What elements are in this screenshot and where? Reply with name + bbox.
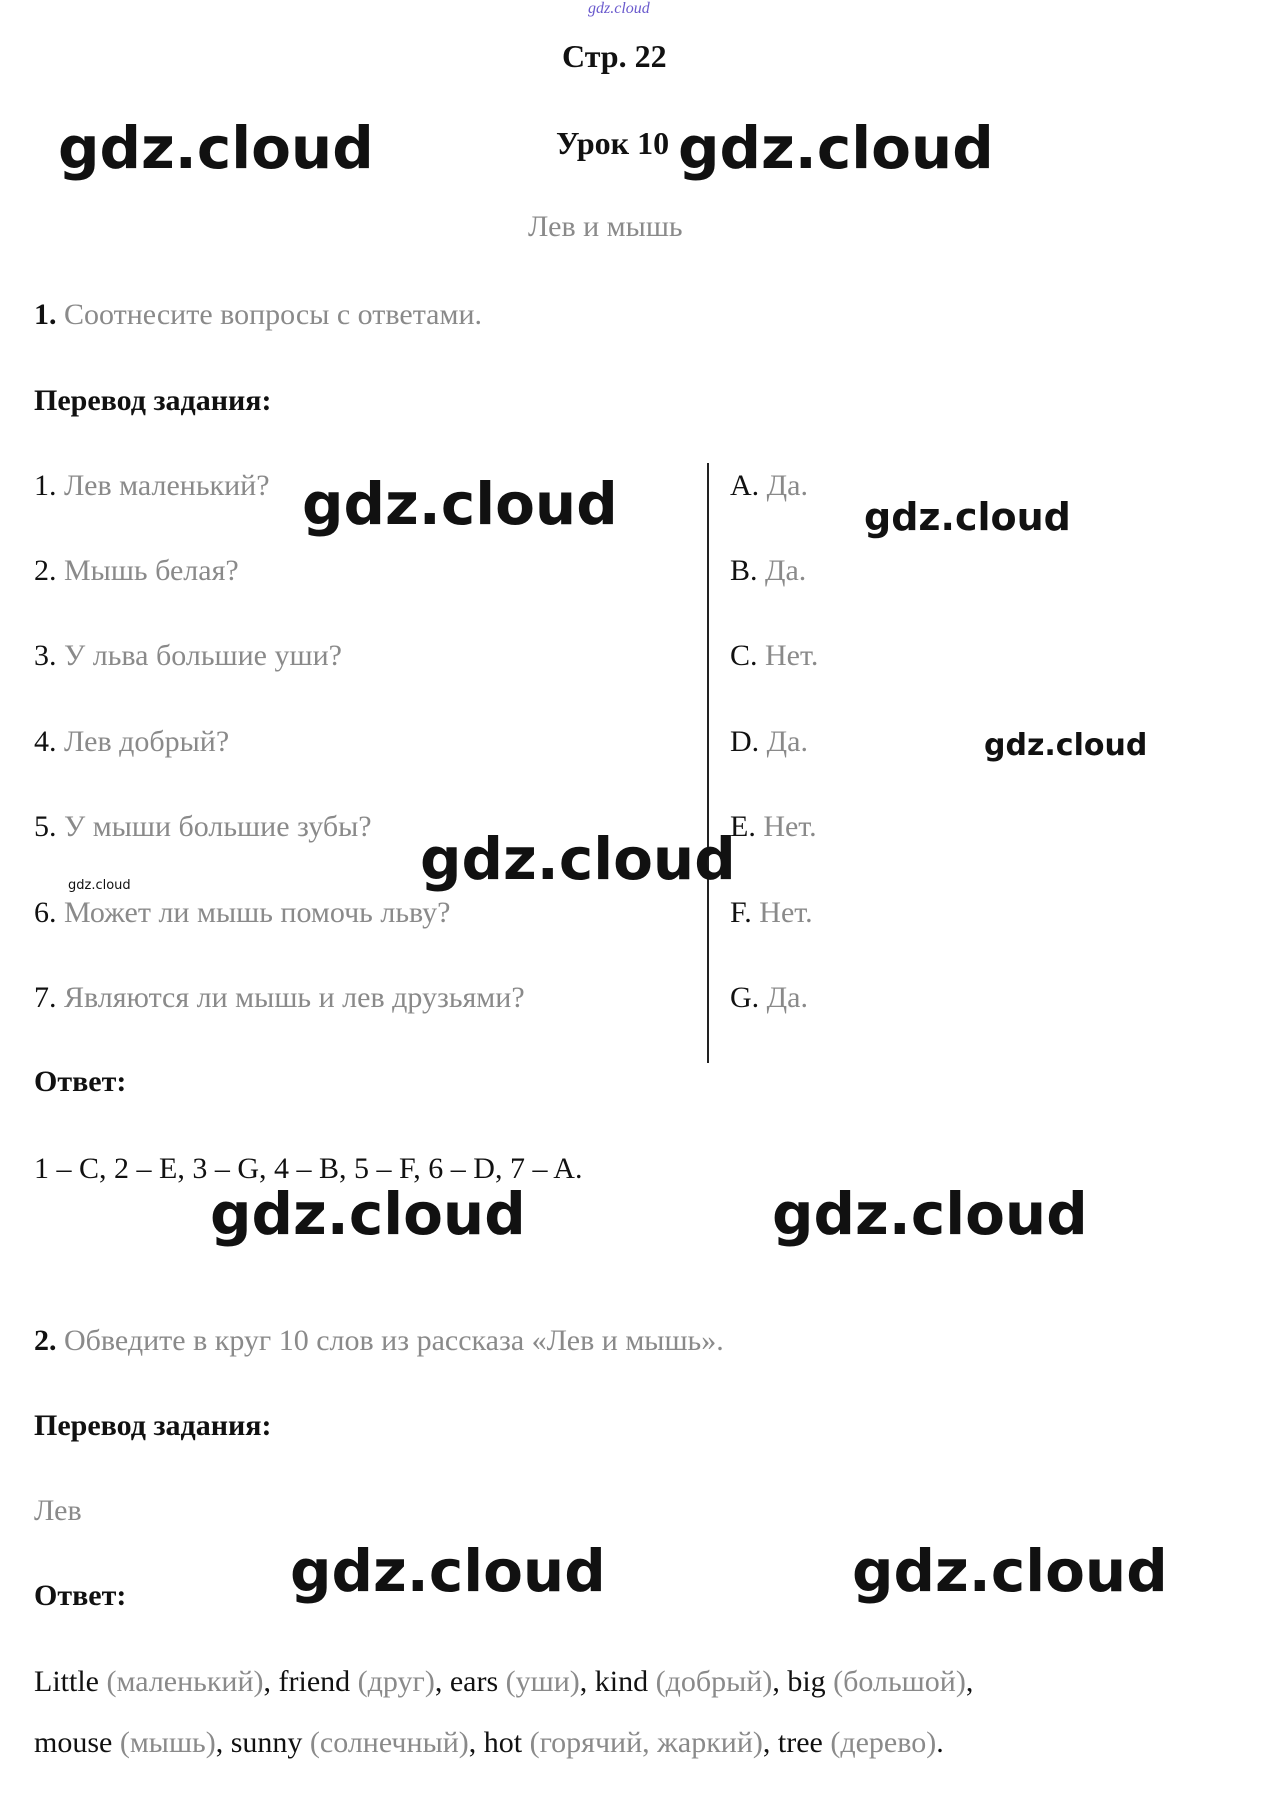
word-ru: (солнечный)	[309, 1726, 469, 1759]
watermark: gdz.cloud	[210, 1180, 526, 1248]
answer-option	[730, 553, 806, 589]
question-number: 7.	[34, 981, 57, 1014]
answer-text: Да.	[766, 981, 808, 1014]
exercise1-instruction-text: Соотнесите вопросы с ответами.	[64, 298, 483, 331]
word-en: tree	[777, 1726, 823, 1759]
word-list-line-2: mouse (мышь), sunny (солнечный), hot (горячий, жаркий), tree (дерево).	[34, 1726, 944, 1759]
answer-option	[730, 809, 817, 845]
answer-text: Да.	[766, 469, 808, 502]
exercise1-translation-heading: Перевод задания:	[34, 384, 272, 417]
exercise2-instruction-text: Обведите в круг 10 слов из рассказа «Лев и мышь».	[64, 1324, 724, 1357]
exercise2-number: 2.	[34, 1324, 57, 1357]
exercise1-instruction	[34, 297, 482, 333]
answer-text: Нет.	[759, 896, 813, 929]
question-text: Мышь белая?	[64, 554, 239, 587]
answer-text: Нет.	[765, 639, 819, 672]
watermark: gdz.cloud	[852, 1537, 1168, 1605]
word-en: friend	[278, 1665, 351, 1698]
answer-letter: A.	[730, 469, 760, 502]
word-en: ears	[449, 1665, 499, 1698]
answer-option	[730, 980, 808, 1016]
word-list-line-1: Little (маленький), friend (друг), ears (уши), kind (добрый), big (большой),	[34, 1665, 974, 1698]
answer-letter: D.	[730, 725, 760, 758]
word-ru: (большой)	[833, 1665, 966, 1698]
question-text: Являются ли мышь и лев друзьями?	[64, 981, 525, 1014]
exercise2-instruction	[34, 1323, 724, 1359]
question-text: У мыши большие зубы?	[64, 810, 372, 843]
story-title: Лев и мышь	[528, 210, 683, 243]
answer-text: Да.	[765, 554, 807, 587]
answer-letter: G.	[730, 981, 760, 1014]
exercise1-answer-text: 1 – C, 2 – E, 3 – G, 4 – B, 5 – F, 6 – D, 7 – A.	[34, 1152, 583, 1185]
word-ru: (маленький)	[106, 1665, 264, 1698]
word-ru: (уши)	[505, 1665, 580, 1698]
answer-text: Нет.	[763, 810, 817, 843]
question-number: 2.	[34, 554, 57, 587]
watermark: gdz.cloud	[302, 470, 618, 538]
exercise1-answer-heading: Ответ:	[34, 1065, 127, 1098]
question-text: Может ли мышь помочь льву?	[64, 896, 451, 929]
answer-option	[730, 638, 818, 674]
answer-letter: E.	[730, 810, 756, 843]
question-item	[34, 553, 239, 589]
question-item	[34, 809, 372, 845]
question-item	[34, 638, 342, 674]
word-en: big	[787, 1665, 826, 1698]
word-ru: (мышь)	[119, 1726, 216, 1759]
page-label: Стр. 22	[562, 38, 667, 74]
word-en: Little	[34, 1665, 99, 1698]
word-ru: (горячий, жаркий)	[529, 1726, 763, 1759]
question-number: 5.	[34, 810, 57, 843]
question-item	[34, 980, 525, 1016]
lesson-title: Урок 10	[556, 125, 670, 161]
watermark: gdz.cloud	[984, 728, 1148, 763]
question-text: Лев добрый?	[64, 725, 230, 758]
question-item	[34, 724, 229, 760]
word-ru: (дерево)	[830, 1726, 937, 1759]
exercise2-translation-text: Лев	[34, 1494, 82, 1527]
answer-option	[730, 468, 808, 504]
top-watermark: gdz.cloud	[588, 0, 650, 17]
watermark: gdz.cloud	[864, 495, 1071, 539]
watermark: gdz.cloud	[420, 825, 736, 893]
watermark: gdz.cloud	[678, 114, 994, 182]
exercise2-translation-heading: Перевод задания:	[34, 1409, 272, 1442]
answer-letter: B.	[730, 554, 758, 587]
word-en: sunny	[230, 1726, 303, 1759]
watermark: gdz.cloud	[772, 1180, 1088, 1248]
word-en: kind	[594, 1665, 649, 1698]
question-text: Лев маленький?	[64, 469, 270, 502]
word-en: hot	[483, 1726, 523, 1759]
watermark: gdz.cloud	[290, 1537, 606, 1605]
question-text: У льва большие уши?	[64, 639, 342, 672]
column-divider	[707, 463, 709, 1063]
watermark: gdz.cloud	[68, 878, 131, 893]
question-number: 1.	[34, 469, 57, 502]
question-number: 6.	[34, 896, 57, 929]
exercise2-answer-heading: Ответ:	[34, 1579, 127, 1612]
word-ru: (друг)	[357, 1665, 435, 1698]
answer-letter: F.	[730, 896, 752, 929]
answer-text: Да.	[766, 725, 808, 758]
answer-option	[730, 895, 813, 931]
question-number: 4.	[34, 725, 57, 758]
question-number: 3.	[34, 639, 57, 672]
answer-option	[730, 724, 808, 760]
watermark: gdz.cloud	[58, 114, 374, 182]
question-item	[34, 895, 450, 931]
word-ru: (добрый)	[655, 1665, 773, 1698]
question-item	[34, 468, 270, 504]
exercise1-number: 1.	[34, 298, 57, 331]
answer-letter: C.	[730, 639, 758, 672]
word-en: mouse	[34, 1726, 113, 1759]
